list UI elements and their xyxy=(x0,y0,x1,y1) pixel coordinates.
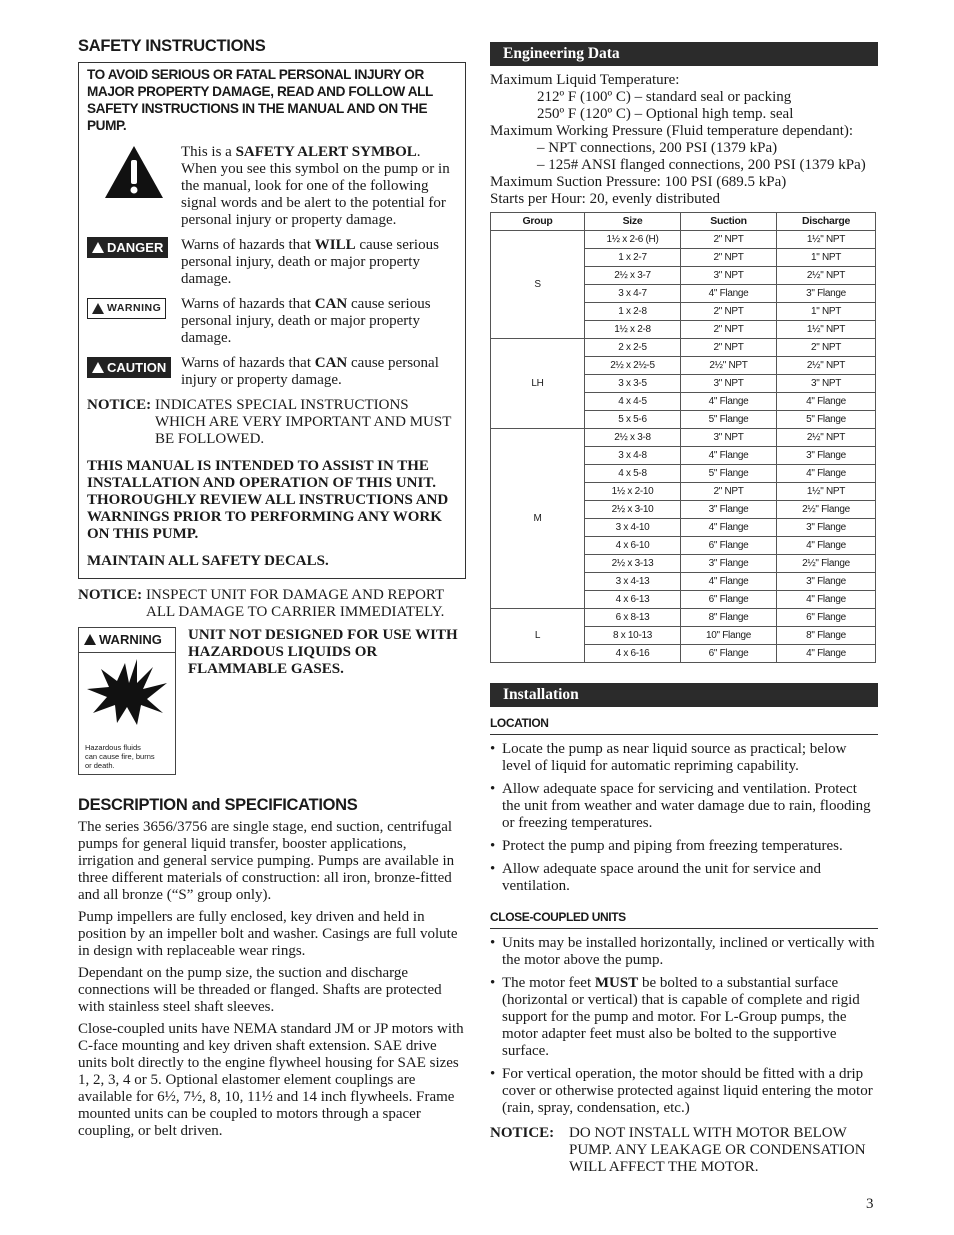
suction-cell: 5" Flange xyxy=(681,465,777,483)
discharge-cell: 6" Flange xyxy=(777,609,876,627)
danger-triangle-icon xyxy=(92,242,104,253)
group-cell: L xyxy=(491,609,585,663)
table-header-suction: Suction xyxy=(681,213,777,231)
discharge-cell: 3" Flange xyxy=(777,447,876,465)
table-header-row xyxy=(491,213,876,231)
alert-symbol-term: SAFETY ALERT SYMBOL xyxy=(235,144,417,160)
suction-cell: 2" NPT xyxy=(681,339,777,357)
size-cell: 2½ x 2½-5 xyxy=(585,357,681,375)
discharge-cell: 3" Flange xyxy=(777,519,876,537)
size-cell: 3 x 4-8 xyxy=(585,447,681,465)
discharge-cell: 4" Flange xyxy=(777,393,876,411)
close-coupled-list xyxy=(490,935,878,1117)
description-p4: Close-coupled units have NEMA standard JM or JP motors with C-face mounting and key driven shaft extension. SAE drive units bolt directly to the engine flywheel housing for SAE sizes 1, 2, 3, 4 or 5. Optional elastomer element couplings are available for 6½, 7½, 8, 10, 11½ and 14 inch flywheels. Frame mounted units can be coupled to motors through a spacer coupling, or belt driven. xyxy=(78,1021,464,1139)
description-p2: Pump impellers are fully enclosed, key driven and held in position by an impeller bolt and washer. Casings are full volute in design with replaceable wear rings. xyxy=(78,909,458,959)
alert-row: This is a SAFETY ALERT SYMBOL. When you see this symbol on the pump or in the manual, look for one of the following signal words and be alert to the potential for personal injury or property damage. xyxy=(87,144,457,229)
size-cell: 4 x 6-10 xyxy=(585,537,681,555)
page-number: 3 xyxy=(866,1196,874,1212)
suction-cell: 4" Flange xyxy=(681,447,777,465)
list-item: • Units may be installed horizontally, inclined or vertically with the motor above the pump. xyxy=(490,935,878,969)
caution-row: CAUTION Warns of hazards that CAN cause personal injury or property damage. xyxy=(87,355,457,389)
size-cell: 4 x 6-16 xyxy=(585,645,681,663)
size-cell: 1½ x 2-10 xyxy=(585,483,681,501)
suction-cell: 10" Flange xyxy=(681,627,777,645)
discharge-cell: 2½" NPT xyxy=(777,267,876,285)
danger-badge: DANGER xyxy=(87,237,168,258)
engineering-line: – 125# ANSI flanged connections, 200 PSI (1379 kPa) xyxy=(537,157,866,173)
size-cell: 1 x 2-8 xyxy=(585,303,681,321)
discharge-cell: 4" Flange xyxy=(777,465,876,483)
group-cell: LH xyxy=(491,339,585,429)
suction-cell: 3" NPT xyxy=(681,375,777,393)
discharge-cell: 3" NPT xyxy=(777,375,876,393)
suction-cell: 3" Flange xyxy=(681,501,777,519)
suction-cell: 5" Flange xyxy=(681,411,777,429)
inspect-notice: NOTICE: INSPECT UNIT FOR DAMAGE AND REPORT ALL DAMAGE TO CARRIER IMMEDIATELY. xyxy=(78,587,445,620)
discharge-cell: 1" NPT xyxy=(777,249,876,267)
motor-notice: NOTICE: DO NOT INSTALL WITH MOTOR BELOW PUMP. ANY LEAKAGE OR CONDENSATION WILL AFFECT THE MOTOR. xyxy=(490,1125,866,1175)
engineering-line: Maximum Suction Pressure: 100 PSI (689.5 kPa) xyxy=(490,174,787,190)
manual-intent-text: THIS MANUAL IS INTENDED TO ASSIST IN THE INSTALLATION AND OPERATION OF THIS UNIT. THOROUGHLY REVIEW ALL INSTRUCTIONS AND WARNINGS PRIOR TO PERFORMING ANY WORK ON THIS PUMP. xyxy=(87,458,449,542)
suction-cell: 2" NPT xyxy=(681,231,777,249)
size-cell: 3 x 4-7 xyxy=(585,285,681,303)
discharge-cell: 8" Flange xyxy=(777,627,876,645)
discharge-cell: 1½" NPT xyxy=(777,483,876,501)
list-item: • Allow adequate space for servicing and ventilation. Protect the unit from weather and water damage due to rain, flooding or freezing temperatures. xyxy=(490,781,878,832)
safety-title: SAFETY INSTRUCTIONS xyxy=(78,37,266,55)
discharge-cell: 2½" Flange xyxy=(777,501,876,519)
close-coupled-heading: CLOSE-COUPLED UNITS xyxy=(490,909,878,929)
safety-box-heading: TO AVOID SERIOUS OR FATAL PERSONAL INJURY OR MAJOR PROPERTY DAMAGE, READ AND FOLLOW ALL SAFETY INSTRUCTIONS IN THE MANUAL AND ON THE PUMP. xyxy=(87,67,433,133)
engineering-line: 212º F (100º C) – standard seal or packing xyxy=(537,89,792,105)
suction-cell: 4" Flange xyxy=(681,519,777,537)
size-cell: 8 x 10-13 xyxy=(585,627,681,645)
list-item: • Locate the pump as near liquid source as practical; below level of liquid for automatic repriming capability. xyxy=(490,741,878,775)
size-cell: 4 x 4-5 xyxy=(585,393,681,411)
right-column xyxy=(490,42,878,1176)
description-p3: Dependant on the pump size, the suction and discharge connections will be threaded or flanged. Shafts are protected with stainless steel shaft sleeves. xyxy=(78,965,442,1015)
danger-row: DANGER Warns of hazards that WILL cause serious personal injury, death or major property damage. xyxy=(87,237,457,288)
suction-cell: 2" NPT xyxy=(681,483,777,501)
hazard-warning-text: UNIT NOT DESIGNED FOR USE WITH HAZARDOUS LIQUIDS OR FLAMMABLE GASES. xyxy=(188,627,458,677)
discharge-cell: 2" NPT xyxy=(777,339,876,357)
table-row xyxy=(491,429,876,447)
suction-cell: 3" NPT xyxy=(681,429,777,447)
discharge-cell: 5" Flange xyxy=(777,411,876,429)
engineering-data-table xyxy=(490,212,876,663)
suction-cell: 2" NPT xyxy=(681,249,777,267)
location-heading: LOCATION xyxy=(490,715,878,735)
discharge-cell: 2½" NPT xyxy=(777,357,876,375)
size-cell: 6 x 8-13 xyxy=(585,609,681,627)
size-cell: 3 x 4-13 xyxy=(585,573,681,591)
size-cell: 2½ x 3-10 xyxy=(585,501,681,519)
engineering-line: 250º F (120º C) – Optional high temp. seal xyxy=(537,106,794,122)
warning-row: WARNING Warns of hazards that CAN cause serious personal injury, death or major property damage. xyxy=(87,296,457,347)
engineering-data-header: Engineering Data xyxy=(490,42,878,66)
suction-cell: 2" NPT xyxy=(681,303,777,321)
size-cell: 3 x 3-5 xyxy=(585,375,681,393)
engineering-data-lines xyxy=(490,72,878,208)
suction-cell: 6" Flange xyxy=(681,591,777,609)
discharge-cell: 4" Flange xyxy=(777,537,876,555)
maintain-decals-text: MAINTAIN ALL SAFETY DECALS. xyxy=(87,553,329,569)
size-cell: 2½ x 3-13 xyxy=(585,555,681,573)
discharge-cell: 1½" NPT xyxy=(777,321,876,339)
discharge-cell: 1½" NPT xyxy=(777,231,876,249)
size-cell: 3 x 4-10 xyxy=(585,519,681,537)
size-cell: 4 x 5-8 xyxy=(585,465,681,483)
caution-badge: CAUTION xyxy=(87,357,171,378)
list-item: • Allow adequate space around the unit for service and ventilation. xyxy=(490,861,878,895)
list-item: • For vertical operation, the motor should be fitted with a drip cover or otherwise protected against liquid entering the motor (rain, spray, condensation, etc.) xyxy=(490,1066,878,1117)
table-header-size: Size xyxy=(585,213,681,231)
size-cell: 1½ x 2-6 (H) xyxy=(585,231,681,249)
size-cell: 5 x 5-6 xyxy=(585,411,681,429)
engineering-line: Maximum Working Pressure (Fluid temperature dependant): xyxy=(490,123,854,139)
suction-cell: 6" Flange xyxy=(681,537,777,555)
warning-badge: WARNING xyxy=(87,298,166,319)
table-row xyxy=(491,339,876,357)
size-cell: 4 x 6-13 xyxy=(585,591,681,609)
suction-cell: 4" Flange xyxy=(681,285,777,303)
table-row xyxy=(491,231,876,249)
size-cell: 1½ x 2-8 xyxy=(585,321,681,339)
size-cell: 2 x 2-5 xyxy=(585,339,681,357)
suction-cell: 4" Flange xyxy=(681,573,777,591)
engineering-line: – NPT connections, 200 PSI (1379 kPa) xyxy=(537,140,778,156)
table-row xyxy=(491,609,876,627)
left-column xyxy=(78,38,466,1140)
discharge-cell: 3" Flange xyxy=(777,285,876,303)
suction-cell: 8" Flange xyxy=(681,609,777,627)
suction-cell: 6" Flange xyxy=(681,645,777,663)
location-list xyxy=(490,741,878,895)
discharge-cell: 2½" Flange xyxy=(777,555,876,573)
installation-header: Installation xyxy=(490,683,878,707)
group-cell: S xyxy=(491,231,585,339)
table-header-discharge: Discharge xyxy=(777,213,876,231)
hazard-triangle-icon xyxy=(84,634,96,645)
size-cell: 2½ x 3-8 xyxy=(585,429,681,447)
engineering-line: Maximum Liquid Temperature: xyxy=(490,72,680,88)
hazard-card-caption: Hazardous fluids can cause fire, burns or death. xyxy=(85,743,155,770)
size-cell: 1 x 2-7 xyxy=(585,249,681,267)
warning-triangle-icon xyxy=(92,303,104,314)
list-item: • The motor feet MUST be bolted to a substantial surface (horizontal or vertical) that is capable of complete and rigid support for the pump and motor. For L-Group pumps, the motor adapter feet must also be bolted to the supportive surface. xyxy=(490,975,878,1060)
suction-cell: 3" Flange xyxy=(681,555,777,573)
list-item: • Protect the pump and piping from freezing temperatures. xyxy=(490,838,878,855)
discharge-cell: 4" Flange xyxy=(777,645,876,663)
size-cell: 2½ x 3-7 xyxy=(585,267,681,285)
discharge-cell: 3" Flange xyxy=(777,573,876,591)
safety-box xyxy=(78,62,466,579)
suction-cell: 3" NPT xyxy=(681,267,777,285)
table-header-group: Group xyxy=(491,213,585,231)
engineering-line: Starts per Hour: 20, evenly distributed xyxy=(490,191,720,207)
caution-triangle-icon xyxy=(92,362,104,373)
discharge-cell: 2½" NPT xyxy=(777,429,876,447)
safety-alert-icon xyxy=(103,144,165,200)
suction-cell: 2½" NPT xyxy=(681,357,777,375)
description-title: DESCRIPTION and SPECIFICATIONS xyxy=(78,796,358,814)
explosion-icon xyxy=(79,653,175,729)
discharge-cell: 1" NPT xyxy=(777,303,876,321)
group-cell: M xyxy=(491,429,585,609)
hazard-warning-card: WARNING Hazardous fluids can cause fire, burns or death. xyxy=(78,627,176,775)
description-p1: The series 3656/3756 are single stage, end suction, centrifugal pumps for general liquid transfer, booster applications, irrigation and general service pumping. Pumps are available in three different materials of construction: all iron, bronze-fitted and all bronze (“S” group only). xyxy=(78,819,455,903)
discharge-cell: 4" Flange xyxy=(777,591,876,609)
suction-cell: 4" Flange xyxy=(681,393,777,411)
suction-cell: 2" NPT xyxy=(681,321,777,339)
special-notice: NOTICE: INDICATES SPECIAL INSTRUCTIONS WHICH ARE VERY IMPORTANT AND MUST BE FOLLOWED. xyxy=(87,397,452,447)
hazard-warning-block xyxy=(78,627,466,775)
